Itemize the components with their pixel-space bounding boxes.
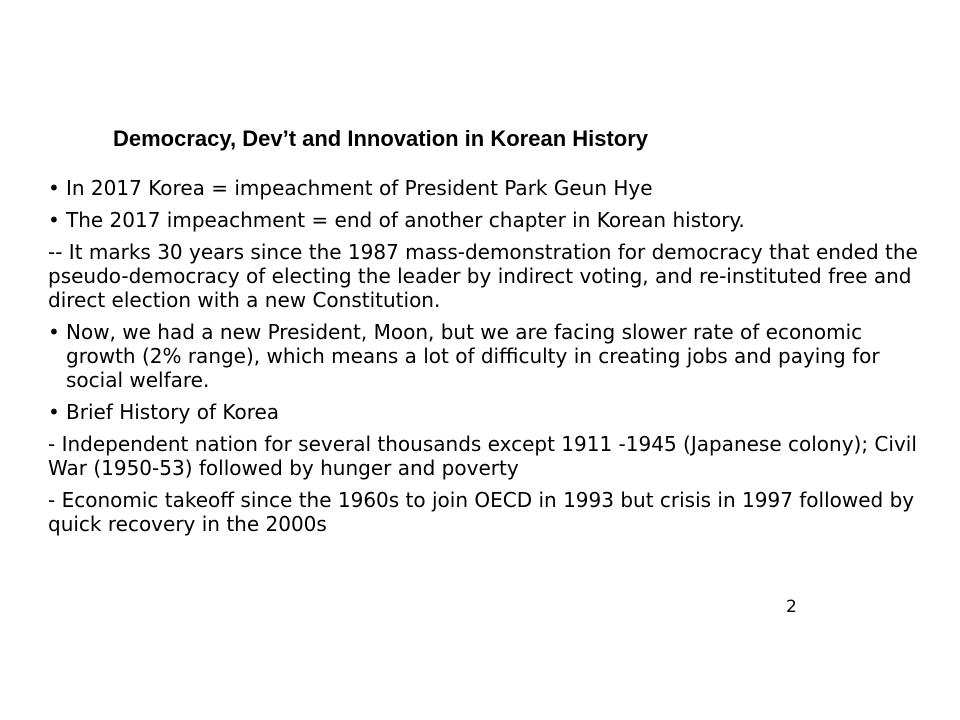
- slide-title: Democracy, Dev’t and Innovation in Korean History: [113, 126, 649, 151]
- bullet-item: [48, 208, 918, 232]
- bullet-text: In 2017 Korea = impeachment of President Park Geun Hye: [66, 176, 653, 200]
- paragraph-text: - Economic takeoff since the 1960s to join OECD in 1993 but crisis in 1997 followed by quick recovery in the 2000s: [48, 488, 915, 536]
- bullet-text: Now, we had a new President, Moon, but we are facing slower rate of economic growth (2% range), which means a lot of difficulty in creating jobs and paying for social welfare.: [66, 320, 880, 392]
- bullet-text: Brief History of Korea: [66, 400, 280, 424]
- bullet-marker: •: [48, 208, 60, 232]
- bullet-marker: •: [48, 176, 60, 200]
- bullet-item: [48, 320, 918, 392]
- paragraph-text: - Independent nation for several thousands except 1911 -1945 (Japanese colony); Civil War (1950-53) followed by hunger and poverty: [48, 432, 917, 480]
- bullet-item: [48, 400, 918, 424]
- bullet-item: [48, 176, 918, 200]
- slide-body: [48, 176, 918, 544]
- bullet-marker: •: [48, 320, 60, 344]
- page-number: 2: [786, 597, 797, 617]
- bullet-marker: •: [48, 400, 60, 424]
- bullet-text: The 2017 impeachment = end of another chapter in Korean history.: [66, 208, 745, 232]
- paragraph-text: -- It marks 30 years since the 1987 mass-demonstration for democracy that ended the pseudo-democracy of electing the leader by indirect voting, and re-instituted free and direct election with a new Constitution.: [48, 240, 918, 312]
